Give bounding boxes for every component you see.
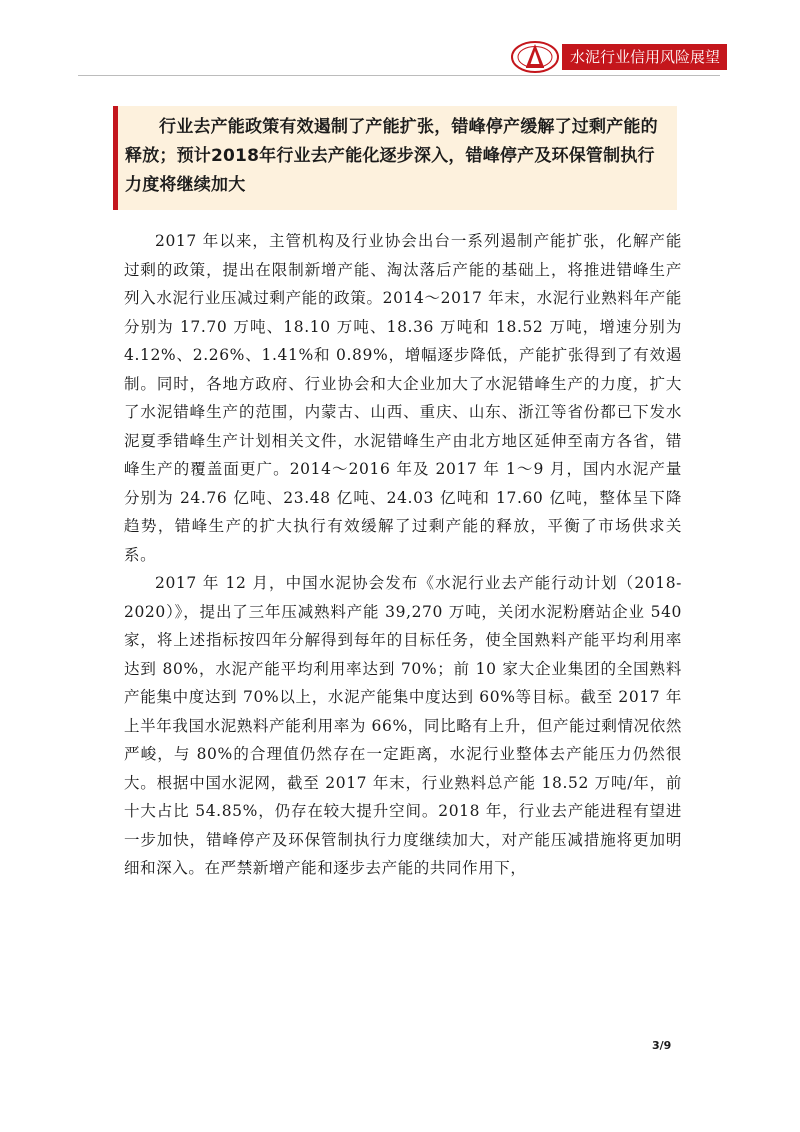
report-title-label: 水泥行业信用风险展望: [562, 44, 727, 70]
body-content: [124, 227, 682, 883]
key-finding-text: 行业去产能政策有效遏制了产能扩张，错峰停产缓解了过剩产能的释放；预计2018年行业去产能化逐步深入，错峰停产及环保管制执行力度将继续加大: [125, 117, 658, 195]
company-seal-logo-icon: [510, 40, 560, 74]
body-paragraph: 2017 年 12 月，中国水泥协会发布《水泥行业去产能行动计划（2018-2020）》，提出了三年压减熟料产能 39,270 万吨，关闭水泥粉磨站企业 540 家，将上述指标按四年分解得到每年的目标任务，使全国熟料产能平均利用率达到 80%，水泥产能平均利用率达到 70%；前 10 家大企业集团的全国熟料产能集中度达到 70%以上，水泥产能集中度达到 60%等目标。截至 2017 年上半年我国水泥熟料产能利用率为 66%，同比略有上升，但产能过剩情况依然严峻，与 80%的合理值仍然存在一定距离，水泥行业整体去产能压力仍然很大。根据中国水泥网，截至 2017 年末，行业熟料总产能 18.52 万吨/年，前十大占比 54.85%，仍存在较大提升空间。2018 年，行业去产能进程有望进一步加快，错峰停产及环保管制执行力度继续加大，对产能压减措施将更加明细和深入。在严禁新增产能和逐步去产能的共同作用下，: [124, 574, 682, 877]
page-number: 3/9: [652, 1039, 672, 1052]
header-divider: [78, 75, 720, 76]
key-finding-box: [113, 106, 677, 210]
body-paragraph: 2017 年以来，主管机构及行业协会出台一系列遏制产能扩张，化解产能过剩的政策，提出在限制新增产能、淘汰落后产能的基础上，将推进错峰生产列入水泥行业压减过剩产能的政策。2014～2017 年末，水泥行业熟料年产能分别为 17.70 万吨、18.10 万吨、18.36 万吨和 18.52 万吨，增速分别为 4.12%、2.26%、1.41%和 0.89%，增幅逐步降低，产能扩张得到了有效遏制。同时，各地方政府、行业协会和大企业加大了水泥错峰生产的力度，扩大了水泥错峰生产的范围，内蒙古、山西、重庆、山东、浙江等省份都已下发水泥夏季错峰生产计划相关文件，水泥错峰生产由北方地区延伸至南方各省，错峰生产的覆盖面更广。2014～2016 年及 2017 年 1～9 月，国内水泥产量分别为 24.76 亿吨、23.48 亿吨、24.03 亿吨和 17.60 亿吨，整体呈下降趋势，错峰生产的扩大执行有效缓解了过剩产能的释放，平衡了市场供求关系。: [124, 232, 682, 564]
page-header: [510, 40, 727, 74]
